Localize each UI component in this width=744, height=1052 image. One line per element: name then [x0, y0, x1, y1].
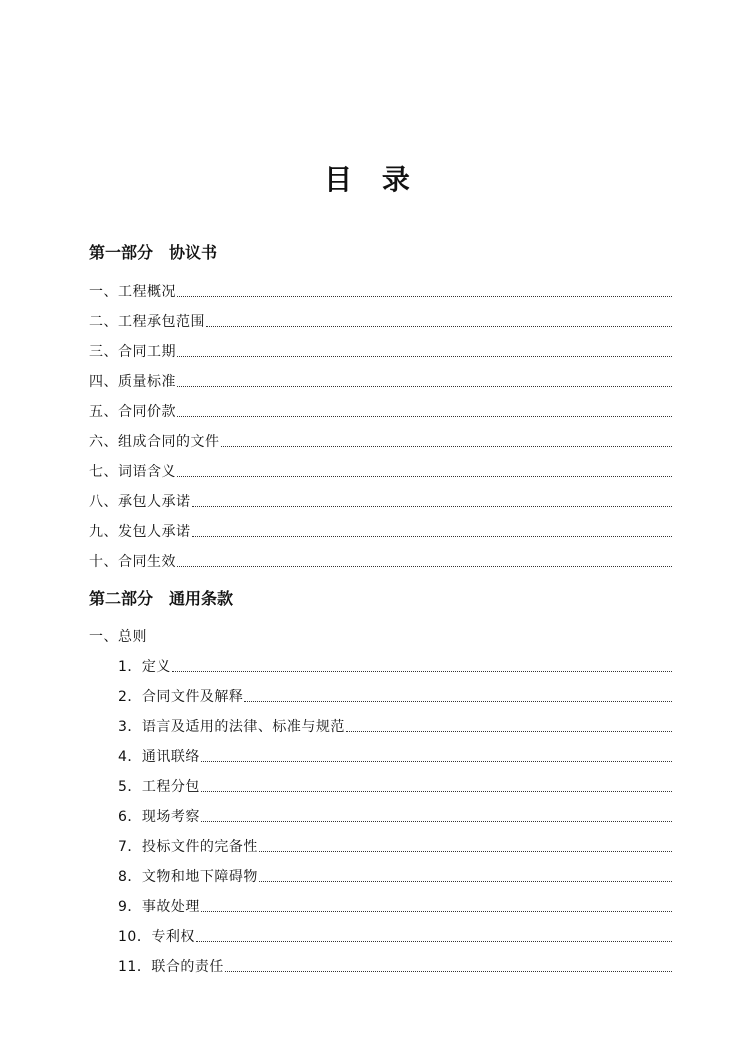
toc-entry[interactable] [89, 490, 672, 512]
dot-leader [192, 536, 673, 537]
toc-entry-label: 八、承包人承诺 [89, 494, 191, 510]
section-heading-part2: 第二部分 通用条款 [89, 589, 234, 608]
dot-leader [177, 386, 672, 387]
toc-subentry[interactable] [118, 715, 672, 737]
toc-subentry[interactable] [118, 955, 672, 977]
dot-leader [177, 296, 672, 297]
toc-subentry-label: 10．专利权 [118, 929, 195, 945]
toc-subentry-label: 3．语言及适用的法律、标准与规范 [118, 719, 345, 735]
toc-entry-label: 六、组成合同的文件 [89, 434, 220, 450]
toc-subentry[interactable] [118, 835, 672, 857]
dot-leader [259, 851, 672, 852]
toc-subentry[interactable] [118, 805, 672, 827]
toc-entry-label: 七、词语含义 [89, 464, 176, 480]
toc-subentry-label: 7．投标文件的完备性 [118, 839, 258, 855]
page-title: 目 录 [324, 163, 420, 196]
dot-leader [192, 506, 673, 507]
dot-leader [196, 941, 672, 942]
toc-entry-label: 五、合同价款 [89, 404, 176, 420]
toc-entry-label: 三、合同工期 [89, 344, 176, 360]
toc-entry[interactable] [89, 400, 672, 422]
toc-entry[interactable] [89, 550, 672, 572]
chapter-heading-general[interactable] [89, 625, 147, 647]
toc-subentry[interactable] [118, 895, 672, 917]
toc-subentry-label: 5．工程分包 [118, 779, 200, 795]
toc-entry[interactable] [89, 460, 672, 482]
toc-entry-label: 二、工程承包范围 [89, 314, 205, 330]
dot-leader [177, 566, 672, 567]
toc-entry-label: 十、合同生效 [89, 554, 176, 570]
dot-leader [177, 476, 672, 477]
toc-entry-label: 四、质量标准 [89, 374, 176, 390]
toc-subentry-label: 1．定义 [118, 659, 171, 675]
dot-leader [177, 356, 672, 357]
toc-subentry[interactable] [118, 685, 672, 707]
section-heading-part1: 第一部分 协议书 [89, 243, 218, 262]
dot-leader [221, 446, 673, 447]
toc-entry[interactable] [89, 370, 672, 392]
toc-entry[interactable] [89, 340, 672, 362]
toc-subentry-label: 9．事故处理 [118, 899, 200, 915]
dot-leader [346, 731, 672, 732]
dot-leader [206, 326, 672, 327]
toc-subentry[interactable] [118, 775, 672, 797]
dot-leader [259, 881, 672, 882]
dot-leader [201, 821, 672, 822]
toc-entry[interactable] [89, 280, 672, 302]
toc-entry-label: 一、工程概况 [89, 284, 176, 300]
toc-entry[interactable] [89, 430, 672, 452]
toc-entry-label: 九、发包人承诺 [89, 524, 191, 540]
dot-leader [244, 701, 672, 702]
toc-entry[interactable] [89, 520, 672, 542]
toc-subentry[interactable] [118, 925, 672, 947]
toc-subentry[interactable] [118, 745, 672, 767]
chapter-label: 一、总则 [89, 629, 147, 645]
dot-leader [201, 911, 672, 912]
toc-subentry-label: 11．联合的责任 [118, 959, 224, 975]
toc-subentry[interactable] [118, 865, 672, 887]
toc-subentry-label: 4．通讯联络 [118, 749, 200, 765]
dot-leader [172, 671, 672, 672]
toc-subentry-label: 8．文物和地下障碍物 [118, 869, 258, 885]
dot-leader [201, 791, 672, 792]
toc-subentry-label: 2．合同文件及解释 [118, 689, 244, 705]
toc-entry[interactable] [89, 310, 672, 332]
toc-subentry[interactable] [118, 655, 672, 677]
toc-subentry-label: 6．现场考察 [118, 809, 200, 825]
dot-leader [201, 761, 672, 762]
dot-leader [177, 416, 672, 417]
dot-leader [225, 971, 672, 972]
